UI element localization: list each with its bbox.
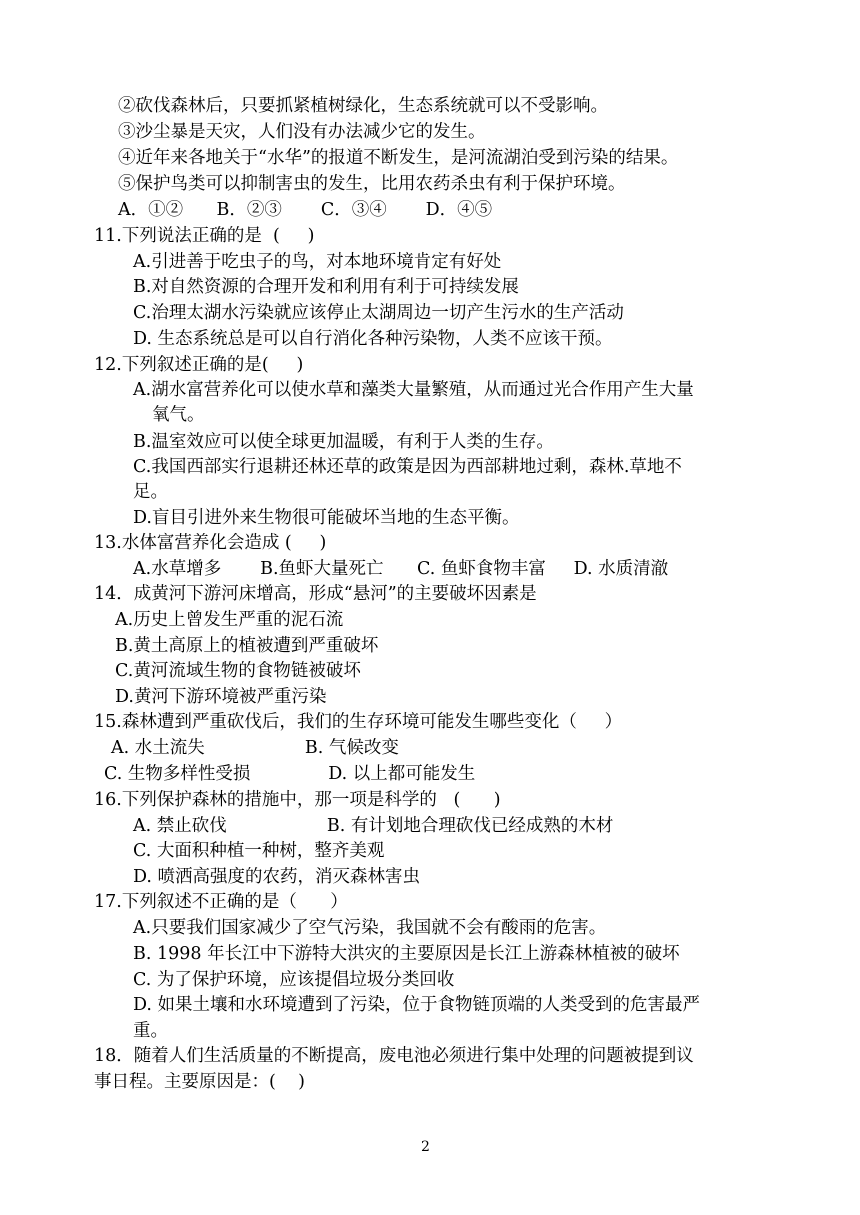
- option-line: A.水草增多 B.鱼虾大量死亡 C. 鱼虾食物丰富 D. 水质清澈: [133, 559, 669, 579]
- option-line: D. 如果土壤和水环境遭到了污染，位于食物链顶端的人类受到的危害最严: [133, 995, 701, 1015]
- text-line: ③沙尘暴是天灾，人们没有办法减少它的发生。: [118, 122, 486, 142]
- option-line: A. 禁止砍伐 B. 有计划地合理砍伐已经成熟的木材: [133, 816, 614, 836]
- option-line: C. 生物多样性受损 D. 以上都可能发生: [104, 764, 476, 784]
- question-title: 18．随着人们生活质量的不断提高，废电池必须进行集中处理的问题被提到议: [94, 1046, 694, 1066]
- option-line: 重。: [133, 1021, 168, 1041]
- option-line: B.黄土高原上的植被遭到严重破坏: [115, 636, 379, 656]
- question-title: 11.下列说法正确的是 ( ): [94, 226, 315, 246]
- option-line: A.湖水富营养化可以使水草和藻类大量繁殖，从而通过光合作用产生大量: [133, 380, 694, 400]
- text-line: ⑤保护鸟类可以抑制害虫的发生，比用农药杀虫有利于保护环境。: [118, 174, 626, 194]
- option-line: 足。: [133, 482, 168, 502]
- option-line: B.对自然资源的合理开发和利用有利于可持续发展: [133, 277, 519, 297]
- option-line: D. 生态系统总是可以自行消化各种污染物，人类不应该干预。: [133, 329, 613, 349]
- text-line: A．①② B．②③ C．③④ D．④⑤: [118, 200, 493, 220]
- option-line: B.温室效应可以使全球更加温暖，有利于人类的生存。: [133, 432, 554, 452]
- option-line: B. 1998 年长江中下游特大洪灾的主要原因是长江上游森林植被的破坏: [133, 944, 680, 964]
- option-line: A.历史上曾发生严重的泥石流: [115, 610, 344, 630]
- option-line: C. 大面积种植一种树，整齐美观: [133, 841, 385, 861]
- option-line: 氧气。: [152, 405, 205, 425]
- question-title: 14．成黄河下游河床增高，形成“悬河”的主要破坏因素是: [94, 584, 537, 604]
- question-title: 15.森林遭到严重砍伐后，我们的生存环境可能发生哪些变化（ ）: [94, 712, 623, 732]
- option-line: D. 喷洒高强度的农药，消灭森林害虫: [133, 867, 421, 887]
- question-title: 13.水体富营养化会造成 ( ): [94, 533, 327, 553]
- question-title: 17.下列叙述不正确的是（ ）: [94, 892, 348, 912]
- option-line: A.引进善于吃虫子的鸟，对本地环境肯定有好处: [133, 252, 502, 272]
- page-number: 2: [421, 1139, 430, 1155]
- option-line: C.我国西部实行退耕还林还草的政策是因为西部耕地过剩，森林.草地不: [133, 457, 682, 477]
- question-title-cont: 事日程。主要原因是：( ): [94, 1072, 305, 1092]
- question-title: 12.下列叙述正确的是( ): [94, 355, 304, 375]
- option-line: A. 水土流失 B. 气候改变: [111, 738, 399, 758]
- option-line: D.黄河下游环境被严重污染: [115, 687, 327, 707]
- text-line: ④近年来各地关于“水华”的报道不断发生，是河流湖泊受到污染的结果。: [118, 148, 679, 168]
- text-line: ②砍伐森林后，只要抓紧植树绿化，生态系统就可以不受影响。: [118, 96, 608, 116]
- question-title: 16.下列保护森林的措施中，那一项是科学的 ( ): [94, 790, 501, 810]
- option-line: D.盲目引进外来生物很可能破坏当地的生态平衡。: [133, 508, 520, 528]
- option-line: C. 为了保护环境，应该提倡垃圾分类回收: [133, 970, 455, 990]
- option-line: A.只要我们国家减少了空气污染，我国就不会有酸雨的危害。: [133, 918, 607, 938]
- option-line: C.黄河流域生物的食物链被破坏: [115, 661, 361, 681]
- option-line: C.治理太湖水污染就应该停止太湖周边一切产生污水的生产活动: [133, 303, 624, 323]
